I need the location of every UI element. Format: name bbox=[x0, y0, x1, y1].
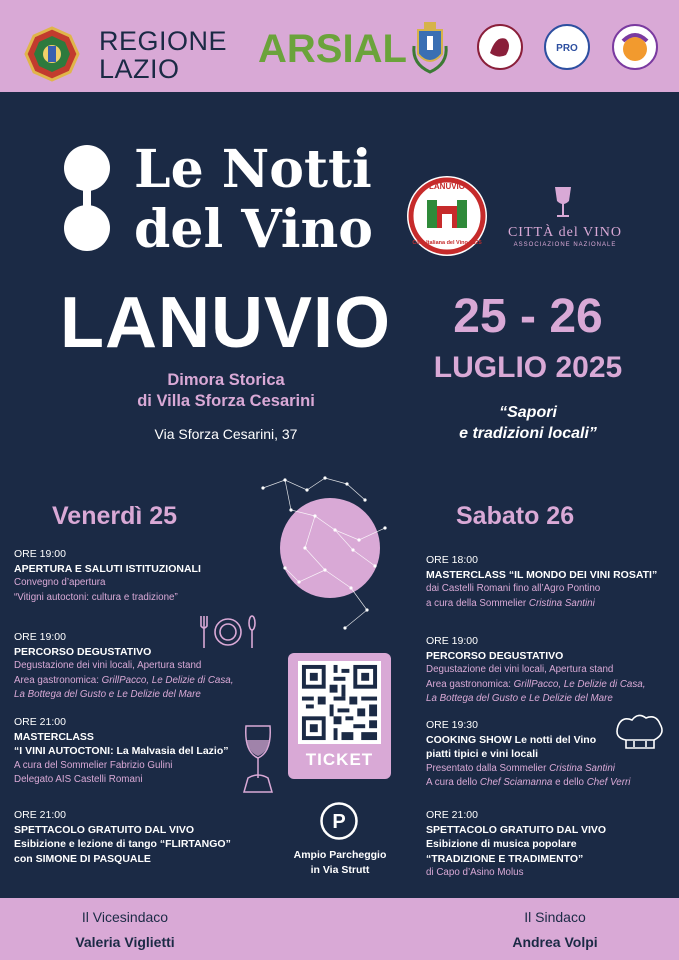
ticket-label[interactable]: TICKET bbox=[305, 750, 374, 769]
friday-event-4: ORE 21:00 SPETTACOLO GRATUITO DAL VIVO Esibizione e lezione di tango “FLIRTANGO” con SIMONE DI PASQUALE bbox=[14, 809, 231, 865]
ticket-qr-card[interactable] bbox=[288, 653, 391, 779]
plate-cutlery-icon bbox=[198, 612, 258, 652]
pro-loco-logo-icon bbox=[543, 23, 591, 71]
saturday-event-1: ORE 18:00 MASTERCLASS “IL MONDO DEI VINI ROSATI” dai Castelli Romani fino all’Agro Pontino a cura della Sommelier Cristina Santini bbox=[426, 554, 658, 609]
friday-heading: Venerdì 25 bbox=[52, 502, 178, 530]
citta-del-vino-wordmark: CITTÀ del VINO bbox=[507, 225, 623, 240]
svg-text:PRO: PRO bbox=[556, 43, 578, 54]
city-heading: LANUVIO bbox=[60, 283, 391, 363]
svg-text:Città Italiana del Vino 2025: Città Italiana del Vino 2025 bbox=[412, 240, 482, 246]
vice-mayor-name: Valeria Viglietti bbox=[75, 934, 175, 950]
via-ianua-logo-icon bbox=[476, 23, 524, 71]
friday-event-3: ORE 21:00 MASTERCLASS “I VINI AUTOCTONI: La Malvasia del Lazio” A cura del Sommelier Fabrizio Gulini Delegato AIS Castelli Romani bbox=[14, 716, 229, 785]
qr-code-icon[interactable] bbox=[298, 661, 381, 744]
friday-event-1: ORE 19:00 APERTURA E SALUTI ISTITUZIONALI Convegno d’apertura “Vitigni autoctoni: cultura e tradizione” bbox=[14, 548, 201, 603]
mayor-name: Andrea Volpi bbox=[512, 934, 598, 950]
vice-mayor-role: Il Vicesindaco bbox=[81, 909, 169, 925]
venue-name: Dimora Storica di Villa Sforza Cesarini bbox=[137, 371, 315, 410]
header-logo-band bbox=[0, 0, 679, 92]
constellation-graphic bbox=[255, 470, 405, 640]
pink-circle bbox=[280, 498, 380, 598]
friday-event-2: ORE 19:00 PERCORSO DEGUSTATIVO Degustazione dei vini locali, Apertura stand Area gastronomica: GrillPacco, Le Delizie di Casa, La Bottega del Gusto e Le Delizie del Mare bbox=[14, 631, 234, 700]
association-logo-icon bbox=[611, 23, 659, 71]
saturday-heading: Sabato 26 bbox=[456, 502, 575, 530]
citta-del-vino-subtitle: ASSOCIAZIONE NAZIONALE bbox=[513, 242, 617, 248]
arsial-wordmark: ARSIAL bbox=[258, 27, 407, 71]
event-title: Le Notti del Vino bbox=[134, 139, 373, 260]
lanuvio-crest-icon bbox=[410, 20, 450, 76]
parking-icon bbox=[319, 801, 359, 841]
svg-text:LANUVIO: LANUVIO bbox=[429, 182, 465, 191]
parking-info: Ampio Parcheggio in Via Strutt bbox=[293, 849, 387, 876]
slogan: “Sapori e tradizioni locali” bbox=[459, 404, 597, 442]
chef-hat-icon bbox=[612, 710, 668, 752]
citta-del-vino-glass-icon bbox=[549, 183, 577, 221]
wine-glass-dots-icon bbox=[62, 143, 112, 253]
regione-lazio-emblem-icon bbox=[24, 26, 80, 82]
saturday-event-2: ORE 19:00 PERCORSO DEGUSTATIVO Degustazione dei vini locali, Apertura stand Area gastronomica: GrillPacco, Le Delizie di Casa, La Bottega del Gusto e Le Delizie del Mare bbox=[426, 635, 646, 704]
citta-italiana-del-vino-badge bbox=[405, 174, 489, 258]
footer-signatures bbox=[0, 898, 679, 960]
venue-address: Via Sforza Cesarini, 37 bbox=[154, 426, 298, 442]
wine-glass-hand-icon bbox=[238, 722, 278, 798]
regione-lazio-wordmark: REGIONE LAZIO bbox=[99, 26, 228, 84]
saturday-event-3: ORE 19:30 COOKING SHOW Le notti del Vino piatti tipici e vini locali Presentato dalla Sommelier Cristina Santini A cura dello Chef Sciamanna e dello Chef Verri bbox=[426, 719, 631, 788]
event-month: LUGLIO 2025 bbox=[433, 351, 623, 384]
saturday-event-4: ORE 21:00 SPETTACOLO GRATUITO DAL VIVO Esibizione di musica popolare “TRADIZIONE E TRADIMENTO” di Capo d’Asino Molus bbox=[426, 809, 607, 878]
mayor-role: Il Sindaco bbox=[524, 909, 586, 925]
svg-text:P: P bbox=[332, 811, 346, 833]
event-days: 25 - 26 bbox=[453, 290, 603, 343]
